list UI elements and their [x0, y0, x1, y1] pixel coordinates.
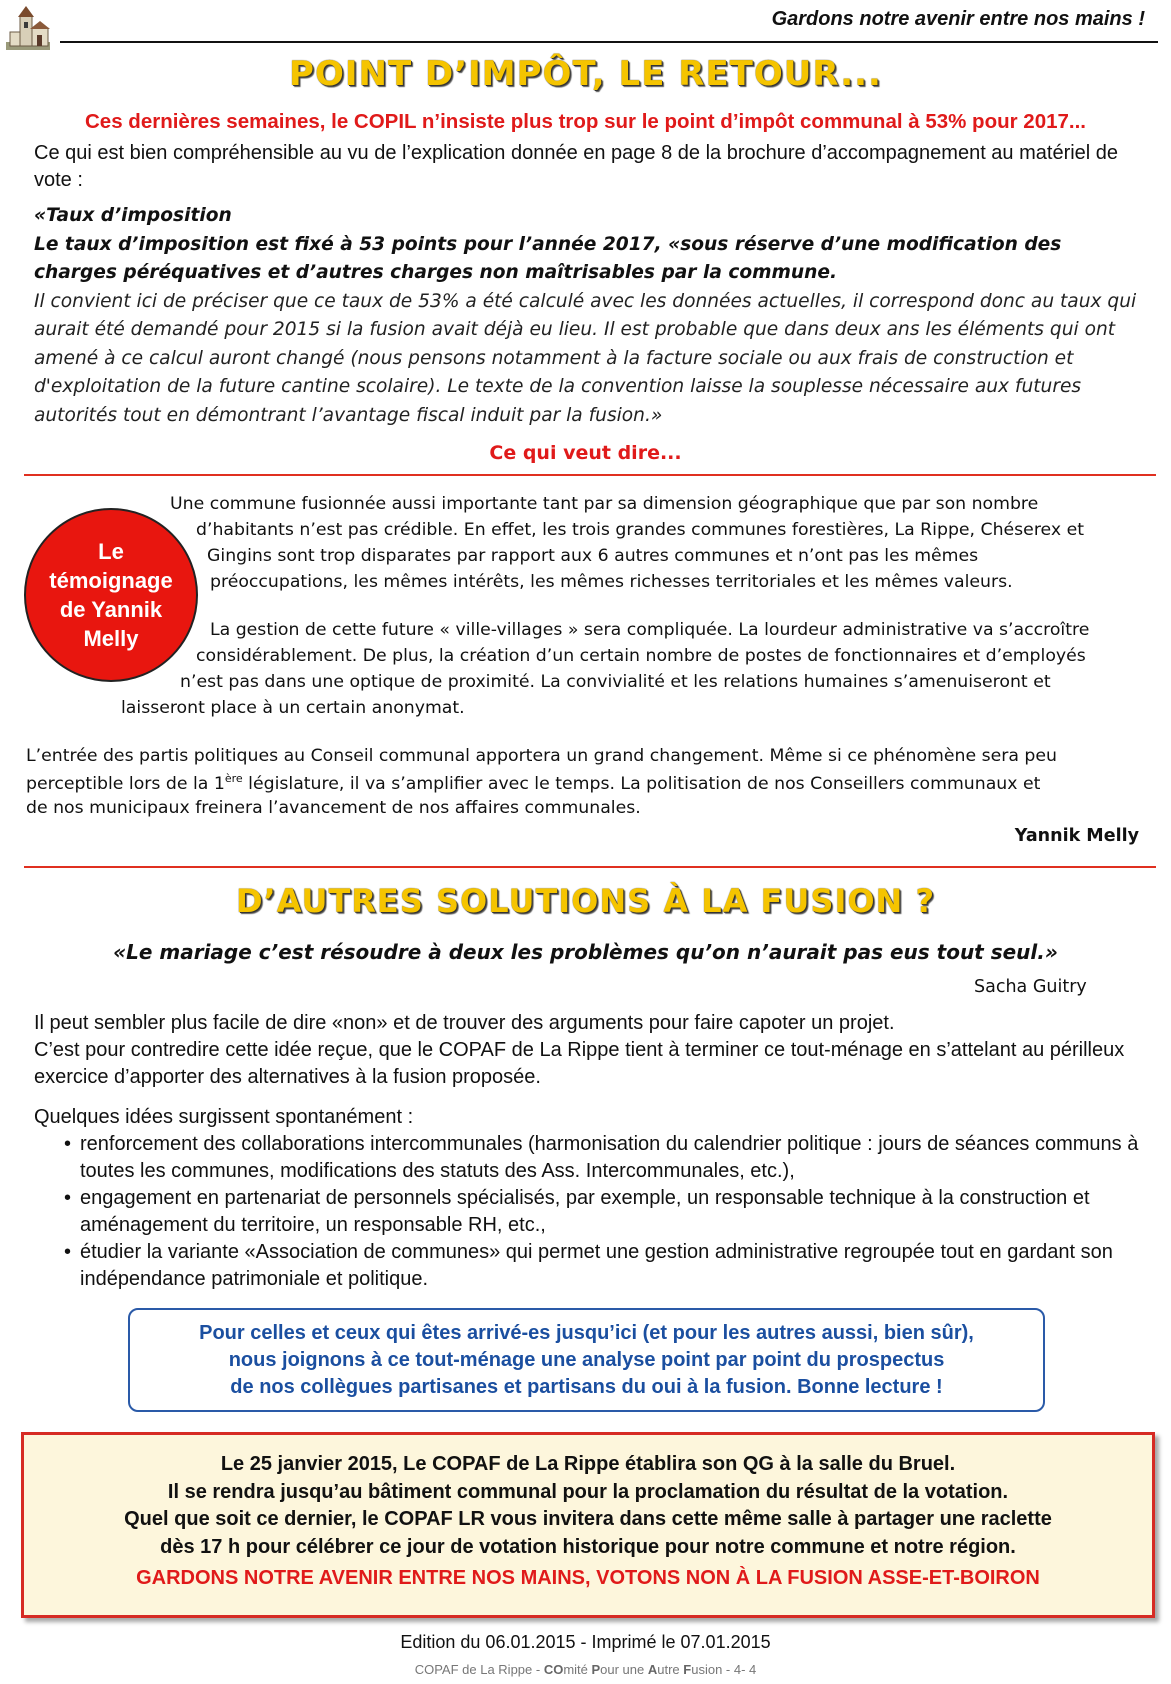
footer-text: mité: [563, 1662, 592, 1677]
quote-author: Sacha Guitry: [974, 977, 1087, 997]
notice-line: dès 17 h pour célébrer ce jour de votation historique pour notre commune et notre région.: [160, 1535, 1016, 1558]
text-fragment: perceptible lors de la 1: [26, 773, 225, 794]
superscript: ère: [224, 772, 243, 785]
footer-initial: F: [683, 1662, 692, 1677]
testimony-signature: Yannik Melly: [1014, 826, 1139, 846]
section2-title: D’AUTRES SOLUTIONS À LA FUSION ?: [235, 882, 936, 920]
section1-lead: Ces dernières semaines, le COPIL n’insiste plus trop sur le point d’impôt communal à 53% pour 2017...: [85, 110, 1086, 133]
notice-line: Pour celles et ceux qui êtes arrivé-es jusqu’ici (et pour les autres aussi, bien sûr),: [199, 1322, 974, 1344]
list-item-text: étudier la variante «Association de communes» qui permet une gestion administrative regroupée tout en gardant son indépendance patrimoniale et politique.: [80, 1241, 1113, 1290]
vote-slogan: GARDONS NOTRE AVENIR ENTRE NOS MAINS, VOTONS NON À LA FUSION ASSE-ET-BOIRON: [136, 1567, 1040, 1589]
bullet-icon: •: [64, 1133, 72, 1155]
section1-intro: Ce qui est bien compréhensible au vu de l’explication donnée en page 8 de la brochure d’accompagnement au matériel de vote :: [34, 142, 1119, 191]
list-item-text: engagement en partenariat de personnels spécialisés, par exemple, un responsable technique à la construction et aménagement du territoire, un responsable RH, etc.,: [80, 1187, 1090, 1236]
footer-initial: P: [591, 1662, 601, 1677]
testimony-line: L’entrée des partis politiques au Conseil communal apportera un grand changement. Même si ce phénomène sera peu: [26, 746, 1057, 766]
section2-quote: «Le mariage c’est résoudre à deux les problèmes qu’on n’aurait pas eus tout seul.»: [113, 940, 1058, 964]
section2-para2: C’est pour contredire cette idée reçue, que le COPAF de La Rippe tient à terminer ce tout-ménage en s’attelant au périlleux exercice d’apporter des alternatives à la fusion proposée.: [34, 1039, 1125, 1088]
divider-red-2: [24, 866, 1156, 868]
badge-line: Melly: [83, 626, 139, 651]
badge-line: Le: [98, 539, 124, 564]
testimony-line: laisseront place à un certain anonymat.: [121, 698, 465, 718]
ideas-intro: Quelques idées surgissent spontanément :: [34, 1106, 414, 1128]
testimony-line: considérablement. De plus, la création d’un certain nombre de postes de fonctionnaires et d’employés: [196, 646, 1086, 666]
testimony-line: [26, 772, 1040, 794]
notice-line: Quel que soit ce dernier, le COPAF LR vous invitera dans cette même salle à partager une raclette: [124, 1508, 1052, 1530]
testimony-line: La gestion de cette future « ville-villages » sera compliquée. La lourdeur administrative va s’accroître: [210, 620, 1090, 640]
edition-info: Edition du 06.01.2015 - Imprimé le 07.01.2015: [400, 1632, 771, 1652]
footer-text: our une: [600, 1662, 648, 1677]
church-icon: [6, 4, 50, 50]
section2-para1: Il peut sembler plus facile de dire «non» et de trouver des arguments pour faire capoter un projet.: [34, 1012, 895, 1034]
footer-text: usion: [691, 1662, 723, 1677]
footer-text: utre: [657, 1662, 684, 1677]
notice-line: de nos collègues partisanes et partisans du oui à la fusion. Bonne lecture !: [230, 1376, 943, 1398]
testimony-line: d’habitants n’est pas crédible. En effet, les trois grandes communes forestières, La Rippe, Chéserex et: [196, 520, 1085, 540]
section1-title: POINT D’IMPÔT, LE RETOUR...: [289, 54, 882, 94]
badge-line: de Yannik: [59, 597, 163, 622]
header-divider: [60, 41, 1158, 43]
testimony-line: Une commune fusionnée aussi importante tant par sa dimension géographique que par son nombre: [170, 494, 1039, 514]
bullet-icon: •: [64, 1241, 72, 1263]
list-item: [64, 1239, 1154, 1293]
testimony-line: n’est pas dans une optique de proximité. La convivialité et les relations humaines s’amenuiseront et: [180, 672, 1051, 692]
quote-bold-text: Le taux d’imposition est fixé à 53 points pour l’année 2017, «sous réserve d’une modification des charges péréquatives et d’autres charges non maîtrisables par la commune.: [34, 233, 1062, 283]
brochure-quote: [34, 202, 1150, 430]
section1-conclusion: Ce qui veut dire...: [489, 442, 682, 464]
divider-red-1: [24, 474, 1156, 476]
quote-body-text: Il convient ici de préciser que ce taux de 53% a été calculé avec les données actuelles, il correspond donc au taux qui aurait été demandé pour 2015 si la fusion avait déjà eu lieu. Il est probable que dans deux ans les éléments qui ont amené à ce calcul auront changé (nous pensons notamment à la facture sociale ou aux frais de construction et d'exploitation de la future cantine scolaire). Le texte de la convention laisse la souplesse nécessaire aux futures autorités tout en démontrant l’avantage fiscal induit par la fusion.»: [34, 290, 1137, 426]
testimony-line: Gingins sont trop disparates par rapport aux 6 autres communes et n’ont pas les mêmes: [207, 546, 979, 566]
testimony-badge: [24, 508, 198, 682]
quote-heading: «Taux d’imposition: [34, 205, 232, 226]
header-slogan: Gardons notre avenir entre nos mains !: [771, 8, 1145, 30]
notice-line: Le 25 janvier 2015, Le COPAF de La Rippe établira son QG à la salle du Bruel.: [220, 1453, 956, 1475]
notice-line: Il se rendra jusqu’au bâtiment communal pour la proclamation du résultat de la votation.: [167, 1480, 1009, 1503]
bullet-icon: •: [64, 1187, 72, 1209]
footer-text: COPAF de La Rippe -: [414, 1662, 544, 1677]
analysis-notice-box: [128, 1308, 1045, 1412]
list-item: [64, 1131, 1154, 1185]
list-item: [64, 1185, 1154, 1239]
testimony-line: préoccupations, les mêmes intérêts, les mêmes richesses territoriales et les mêmes valeurs.: [210, 572, 1013, 592]
list-item-text: renforcement des collaborations intercommunales (harmonisation du calendrier politique : jours de séances communs à toutes les communes, modifications des statuts des Ass. Intercommunales, etc.),: [80, 1133, 1139, 1182]
page-footer: [0, 1662, 1171, 1677]
event-notice-box: [21, 1432, 1155, 1618]
text-fragment: législature, il va s’amplifier avec le temps. La politisation de nos Conseillers communaux et: [242, 773, 1041, 794]
footer-initial: CO: [543, 1662, 564, 1677]
testimony-line: de nos municipaux freinera l’avancement de nos affaires communales.: [26, 798, 641, 818]
footer-initial: A: [647, 1662, 658, 1677]
badge-line: témoignage: [49, 568, 173, 593]
page-number: - 4- 4: [722, 1662, 757, 1677]
notice-line: nous joignons à ce tout-ménage une analyse point par point du prospectus: [228, 1349, 945, 1371]
